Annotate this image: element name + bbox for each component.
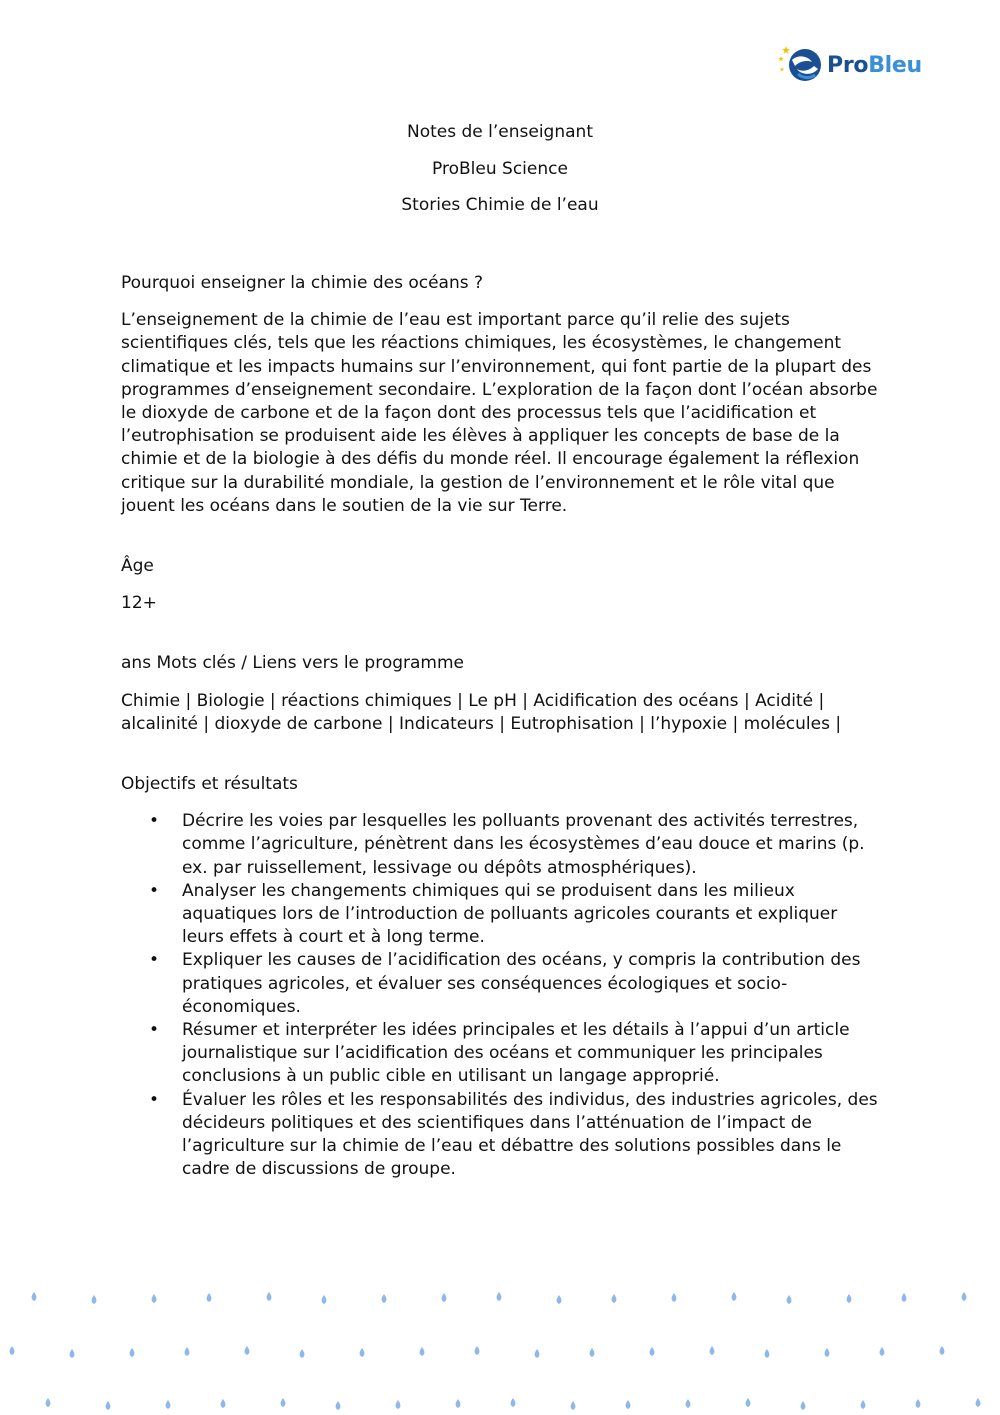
why-title: Pourquoi enseigner la chimie des océans ?: [121, 273, 484, 293]
probleu-logo: [778, 44, 923, 86]
water-drop-icon: [207, 1293, 212, 1302]
water-drop-icon: [152, 1294, 157, 1303]
brand-name-pro: Pro: [827, 52, 869, 78]
water-drop-icon: [962, 1292, 967, 1301]
water-drop-icon: [686, 1399, 691, 1408]
water-drop-icon: [787, 1295, 792, 1304]
water-drop-icon: [382, 1294, 387, 1303]
water-drop-icon: [847, 1294, 852, 1303]
water-drop-icon: [650, 1347, 655, 1356]
water-drop-icon: [32, 1292, 37, 1301]
brand-name-bleu: Bleu: [868, 52, 922, 78]
list-item: [121, 810, 881, 880]
header-line-teacher-notes: Notes de l’enseignant: [407, 122, 593, 142]
document-body: [121, 272, 881, 1182]
objective-text: Analyser les changements chimiques qui se produisent dans les milieux aquatiques lors de l’introduction de polluants agricoles courants et expliquer leurs effets à court et à long terme.: [182, 880, 838, 948]
water-drop-icon: [46, 1398, 51, 1407]
water-drop-icon: [535, 1349, 540, 1358]
water-drop-icon: [571, 1401, 576, 1410]
water-drop-icon: [245, 1346, 250, 1355]
water-drop-icon: [861, 1400, 866, 1409]
bullet-icon: •: [149, 1089, 160, 1110]
water-drop-icon: [626, 1400, 631, 1409]
water-drop-icon: [185, 1347, 190, 1356]
water-drop-icon: [106, 1401, 111, 1410]
age-title: Âge: [121, 556, 154, 577]
water-drop-icon: [746, 1398, 751, 1407]
bullet-icon: •: [149, 950, 160, 971]
water-drop-icon: [710, 1346, 715, 1355]
water-drop-icon: [70, 1349, 75, 1358]
water-drop-icon: [442, 1293, 447, 1302]
objective-text: Expliquer les causes de l’acidification des océans, y compris la contribution des pratiques agricoles, et évaluer ses conséquences écologiques et socio-économiques.: [182, 950, 861, 1017]
water-drop-icon: [130, 1348, 135, 1357]
list-item: [121, 1089, 881, 1182]
document-header: [0, 120, 1000, 230]
water-drop-icon: [511, 1398, 516, 1407]
keywords-title: ans Mots clés / Liens vers le programme: [121, 653, 464, 674]
objectives-title: Objectifs et résultats: [121, 774, 298, 795]
water-drop-icon: [396, 1400, 401, 1409]
bullet-icon: •: [149, 811, 160, 832]
objectives-list: [121, 810, 881, 1181]
water-drop-icon: [336, 1401, 341, 1410]
objective-text: Évaluer les rôles et les responsabilités des individus, des industries agricoles, des décideurs politiques et des scientifiques dans l’atténuation de l’impact de l’agriculture sur la chimie de l’eau et débattre des solutions possibles dans le cadre de discussions de groupe.: [182, 1089, 878, 1180]
water-drop-icon: [221, 1399, 226, 1408]
water-drop-icon: [880, 1347, 885, 1356]
water-drop-icon: [801, 1401, 806, 1410]
water-drop-icon: [267, 1292, 272, 1301]
water-drop-icon: [672, 1293, 677, 1302]
why-text: L’enseignement de la chimie de l’eau est important parce qu’il relie des sujets scientifiques clés, tels que les réactions chimiques, les écosystèmes, le changement climatique et les impacts humains sur l’environnement, qui font partie de la plupart des programmes d’enseignement secondaire. L’exploration de la façon dont l’océan absorbe le dioxyde de carbone et de la façon dont des processus tels que l’acidification et l’eutrophisation se produisent aide les élèves à appliquer les concepts de base de la chimie et de la biologie à des défis du monde réel. Il encourage également la réflexion critique sur la durabilité mondiale, la gestion de l’environnement et le rôle vital que jouent les océans dans le soutien de la vie sur Terre.: [121, 310, 878, 516]
water-drop-icon: [732, 1292, 737, 1301]
water-drop-icon: [902, 1293, 907, 1302]
water-drop-pattern: [0, 1270, 1000, 1415]
list-item: [121, 880, 881, 950]
water-drop-icon: [497, 1292, 502, 1301]
water-drop-icon: [322, 1295, 327, 1304]
water-drop-icon: [976, 1398, 981, 1407]
water-drop-icon: [166, 1400, 171, 1409]
objective-text: Décrire les voies par lesquelles les polluants provenant des activités terrestres, comme l’agriculture, pénètrent dans les écosystèmes d’eau douce et marins (p. ex. par ruissellement, lessivage ou dépôts atmosphériques).: [182, 811, 865, 878]
water-drop-icon: [940, 1346, 945, 1355]
list-item: [121, 1019, 881, 1089]
brand-name: [827, 53, 922, 78]
age-value: 12+: [121, 593, 157, 614]
keywords-text: Chimie | Biologie | réactions chimiques | Le pH | Acidification des océans | Acidité | alcalinité | dioxyde de carbone | Indicateurs | Eutrophisation | l’hypoxie | molécules |: [121, 690, 842, 734]
water-drop-icon: [916, 1399, 921, 1408]
water-drop-icon: [10, 1346, 15, 1355]
header-line-science: ProBleu Science: [432, 158, 568, 179]
water-drop-icon: [475, 1346, 480, 1355]
water-drop-icon: [456, 1399, 461, 1408]
objective-text: Résumer et interpréter les idées principales et les détails à l’appui d’un article journalistique sur l’acidification des océans et communiquer les principales conclusions à un public cible en utilisant un langage approprié.: [182, 1020, 850, 1087]
water-drop-icon: [281, 1398, 286, 1407]
water-drop-icon: [590, 1348, 595, 1357]
water-drop-icon: [765, 1349, 770, 1358]
bullet-icon: •: [149, 880, 160, 901]
water-drop-icon: [360, 1348, 365, 1357]
water-drop-icon: [300, 1349, 305, 1358]
bullet-icon: •: [149, 1020, 160, 1041]
water-drop-icon: [557, 1295, 562, 1304]
water-drop-icon: [92, 1295, 97, 1304]
water-drop-icon: [420, 1347, 425, 1356]
water-drop-icon: [612, 1294, 617, 1303]
water-drop-icon: [825, 1348, 830, 1357]
probleu-logo-icon: [778, 44, 822, 86]
header-line-stories: Stories Chimie de l’eau: [401, 195, 599, 215]
list-item: [121, 949, 881, 1019]
